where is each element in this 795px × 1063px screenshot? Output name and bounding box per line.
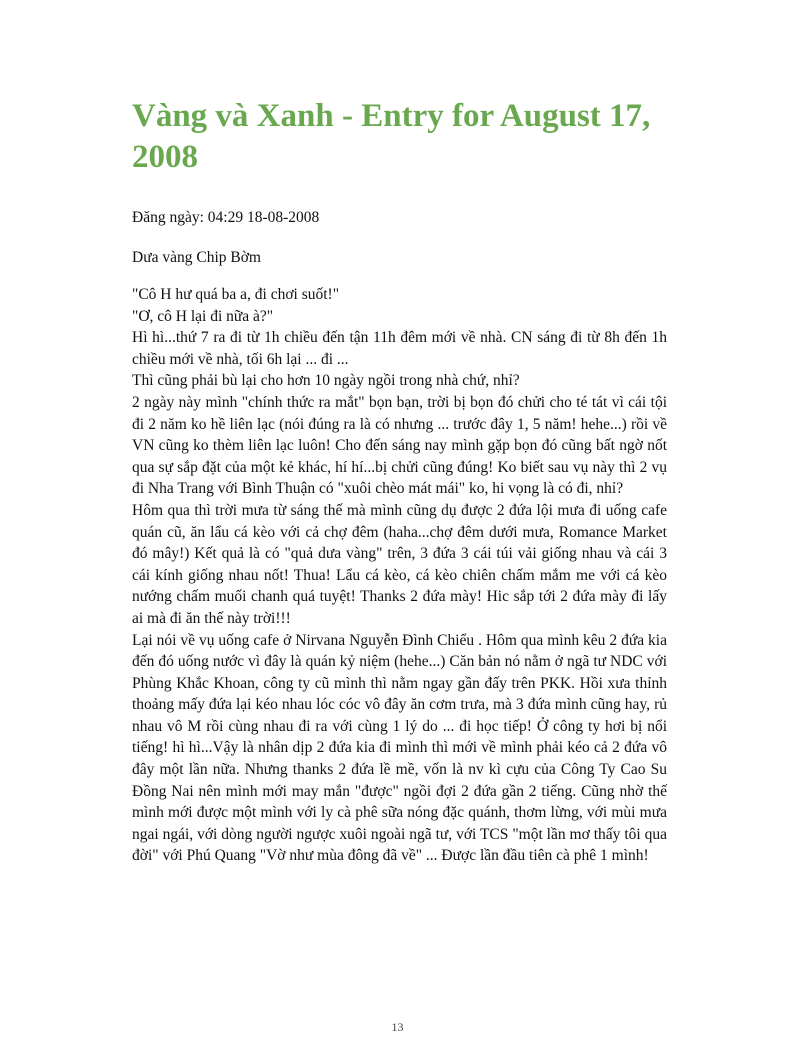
document-page xyxy=(132,96,667,867)
entry-subtitle: Dưa vàng Chip Bờm xyxy=(132,249,261,266)
paragraph: Hôm qua thì trời mưa từ sáng thế mà mình cũng dụ được 2 đứa lội mưa đi uống cafe quán cũ, ăn lẩu cá kèo với cả chợ đêm (haha...chợ đêm dưới mưa, Romance Market đó mây!) Kết quả là có "quả dưa vàng" trên, 3 đứa 3 cái túi vải giống nhau và cái 3 cái kính giống nhau nốt! Thua! Lẩu cá kèo, cá kèo chiên chấm mắm me với cá kèo nướng chấm muối chanh quá tuyệt! Thanks 2 đứa mày! Hic sắp tới 2 đứa mày đi lấy ai mà đi ăn thế này trời!!! xyxy=(132,501,667,627)
entry-title: Vàng và Xanh - Entry for August 17, 2008 xyxy=(132,98,651,175)
paragraph: "Cô H hư quá ba a, đi chơi suốt!" xyxy=(132,286,340,303)
paragraph: 2 ngày này mình "chính thức ra mắt" bọn bạn, trời bị bọn đó chửi cho té tát vì cái tội đi 2 năm ko hề liên lạc (nói đúng ra là có nhưng ... trước đây 1, 5 năm! hehe...) rồi về VN cũng ko thèm liên lạc luôn! Cho đến sáng nay mình gặp bọn đó cũng bất ngờ nốt qua sự sắp đặt của một kẻ khác, hí hí...bị chửi cũng đúng! Ko biết sau vụ này thì 2 vụ đi Nha Trang với Bình Thuận có "xuôi chèo mát mái" ko, hi vọng là có đi, nhỉ? xyxy=(132,393,667,498)
post-date: Đăng ngày: 04:29 18-08-2008 xyxy=(132,209,320,226)
paragraph: Lại nói về vụ uống cafe ở Nirvana Nguyễn Đình Chiểu . Hôm qua mình kêu 2 đứa kia đến đó uống nước vì đây là quán kỷ niệm (hehe...) Căn bản nó nằm ở ngã tư NDC với Phùng Khắc Khoan, công ty cũ mình thì nằm ngay gần đấy trên PKK. Hồi xưa thỉnh thoảng mấy đứa lại kéo nhau lóc cóc vô đây ăn cơm trưa, mà 3 đứa mình cũng hay, rủ nhau vô M rồi cùng nhau đi ra với cùng 1 lý do ... đi học tiếp! Ở công ty hơi bị nổi tiếng! hì hì...Vậy là nhân dịp 2 đứa kia đi mình thì mới về mình phải kéo cả 2 đứa vô đây một lần nữa. Nhưng thanks 2 đứa lề mề, vốn là nv kì cựu của Công Ty Cao Su Đồng Nai nên mình mới may mắn "được" ngồi đợi 2 đứa gần 2 tiếng. Cũng nhờ thế mình mới được một mình với ly cà phê sữa nóng đặc quánh, thơm lừng, với mùi mưa ngai ngái, với dòng người ngược xuôi ngoài ngã tư, với TCS "một lần mơ thấy tôi qua đời" với Phú Quang "Vờ như mùa đông đã về" ... Được lần đầu tiên cà phê 1 mình! xyxy=(132,631,667,865)
paragraph: "Ơ, cô H lại đi nữa à?" xyxy=(132,307,274,325)
entry-body xyxy=(132,284,667,867)
paragraph: Thì cũng phải bù lại cho hơn 10 ngày ngồi trong nhà chứ, nhỉ? xyxy=(132,372,520,390)
paragraph: Hì hì...thứ 7 ra đi từ 1h chiều đến tận 11h đêm mới về nhà. CN sáng đi từ 8h đến 1h chiều mới về nhà, tối 6h lại ... đi ... xyxy=(132,329,667,368)
page-number: 13 xyxy=(391,1020,404,1034)
